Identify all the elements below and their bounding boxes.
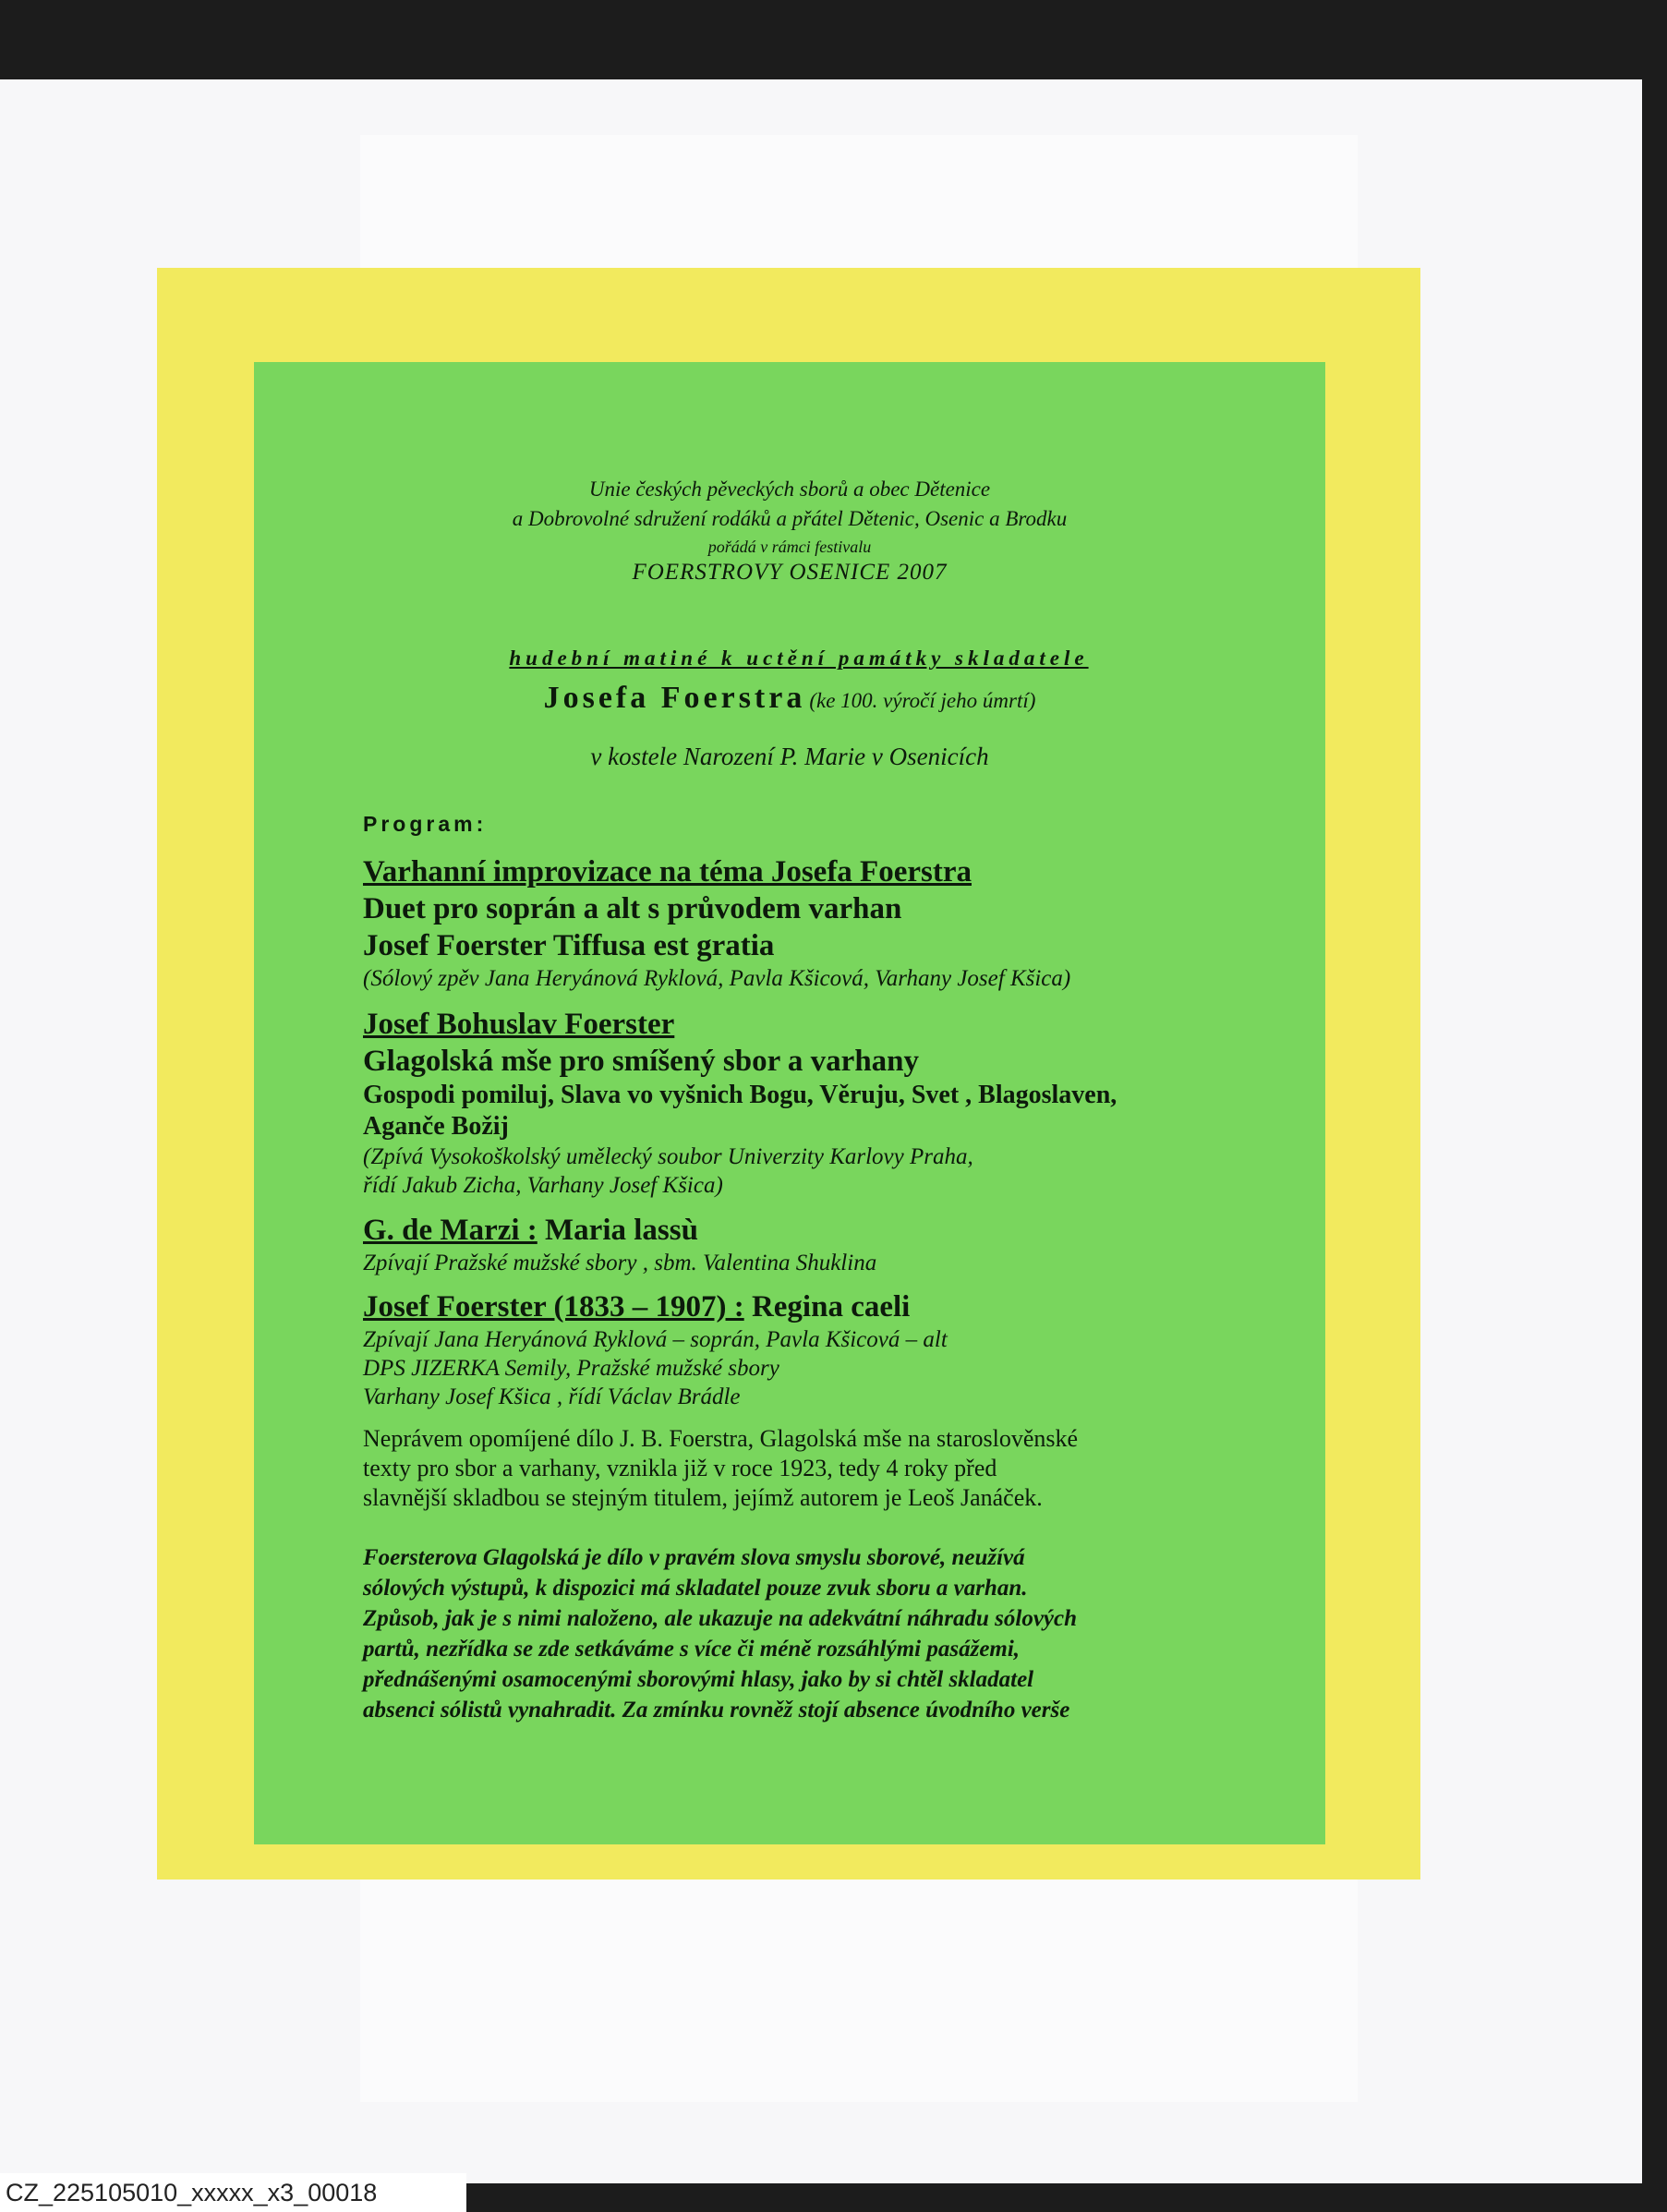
program-label: Program: (363, 812, 488, 836)
prose-1-line-3: slavnější skladbou se stejným titulem, jejímž autorem je Leoš Janáček. (363, 1484, 1043, 1511)
anniversary-note: (ke 100. výročí jeho úmrtí) (809, 689, 1036, 712)
organizer-line-3: pořádá v rámci festivalu (707, 538, 872, 556)
program-item-1 (363, 853, 1176, 993)
item2-performers-2: řídí Jakub Zicha, Varhany Josef Kšica) (363, 1173, 723, 1198)
prose-2-line-6: absenci sólistů vynahradit. Za zmínku rovněž stojí absence úvodního verše (363, 1698, 1070, 1722)
item1-line2: Duet pro soprán a alt s průvodem varhan (363, 892, 902, 925)
item2-parts-2: Agančе Božij (363, 1112, 509, 1141)
prose-2-line-5: přednášenými osamocenými sborovými hlasy, jako by si chtěl skladatel (363, 1667, 1034, 1692)
item2-composer: Josef Bohuslav Foerster (363, 1008, 675, 1041)
item1-title: Varhanní improvizace na téma Josefa Foerstra (363, 855, 972, 888)
venue: v kostele Narození P. Marie v Osenicích (590, 743, 989, 770)
prose-paragraph-2 (363, 1542, 1176, 1725)
item1-performers: (Sólový zpěv Jana Heryánová Ryklová, Pavla Kšicová, Varhany Josef Kšica) (363, 966, 1071, 991)
item3-composer: G. de Marzi : (363, 1214, 538, 1247)
item3-work: Maria lassù (545, 1214, 698, 1247)
program-item-3 (363, 1212, 1176, 1277)
item4-performers-1: Zpívají Jana Heryánová Ryklová – soprán, Pavla Kšicová – alt (363, 1327, 948, 1352)
organizer-line-1: Unie českých pěveckých sborů a obec Dětenice (588, 477, 991, 501)
item4-composer: Josef Foerster (1833 – 1907) : (363, 1290, 744, 1324)
image-caption: CZ_225105010_xxxxx_x3_00018 (0, 2173, 466, 2212)
prose-2-line-4: partů, nezřídka se zde setkáváme s více či méně rozsáhlými pasážemi, (363, 1637, 1021, 1662)
program-leaflet (254, 362, 1325, 1844)
honoree-name: Josefa Foerstra (543, 681, 806, 715)
prose-2-line-3: Způsob, jak je s nimi naloženo, ale ukazuje na adekvátní náhradu sólových (363, 1606, 1078, 1631)
program-item-2 (363, 1006, 1176, 1200)
festival-name: FOERSTROVY OSENICE 2007 (632, 560, 948, 585)
prose-2-line-1: Foersterova Glagolská je dílo v pravém slova smyslu sborové, neužívá (363, 1545, 1025, 1570)
item1-line3: Josef Foerster Tiffusa est gratia (363, 929, 775, 962)
prose-paragraph-1 (363, 1424, 1166, 1513)
item2-parts-1: Gospodi pomiluj, Slava vo vyšnich Bogu, Věruju, Svet , Blagoslaven, (363, 1081, 1117, 1109)
item2-performers-1: (Zpívá Vysokoškolský umělecký soubor Univerzity Karlovy Praha, (363, 1144, 973, 1169)
item2-work: Glagolská mše pro smíšený sbor a varhany (363, 1045, 920, 1078)
event-tagline: hudební matiné k uctění památky skladatele (509, 647, 1089, 670)
prose-1-line-2: texty pro sbor a varhany, vznikla již v roce 1923, tedy 4 roky před (363, 1455, 997, 1481)
program-item-4 (363, 1288, 1176, 1411)
organizer-line-2: a Dobrovolné sdružení rodáků a přátel Dětenic, Osenic a Brodku (512, 507, 1068, 530)
item4-performers-3: Varhany Josef Kšica , řídí Václav Brádle (363, 1384, 741, 1409)
prose-2-line-2: sólových výstupů, k dispozici má skladatel pouze zvuk sboru a varhan. (363, 1576, 1028, 1601)
item4-work: Regina caeli (751, 1290, 911, 1324)
prose-1-line-1: Neprávem opomíjené dílo J. B. Foerstra, Glagolská mše na staroslověnské (363, 1425, 1079, 1452)
honoree-line (254, 681, 1325, 716)
item3-performers: Zpívají Pražské mužské sbory , sbm. Valentina Shuklina (363, 1251, 877, 1275)
item4-performers-2: DPS JIZERKA Semily, Pražské mužské sbory (363, 1356, 779, 1381)
